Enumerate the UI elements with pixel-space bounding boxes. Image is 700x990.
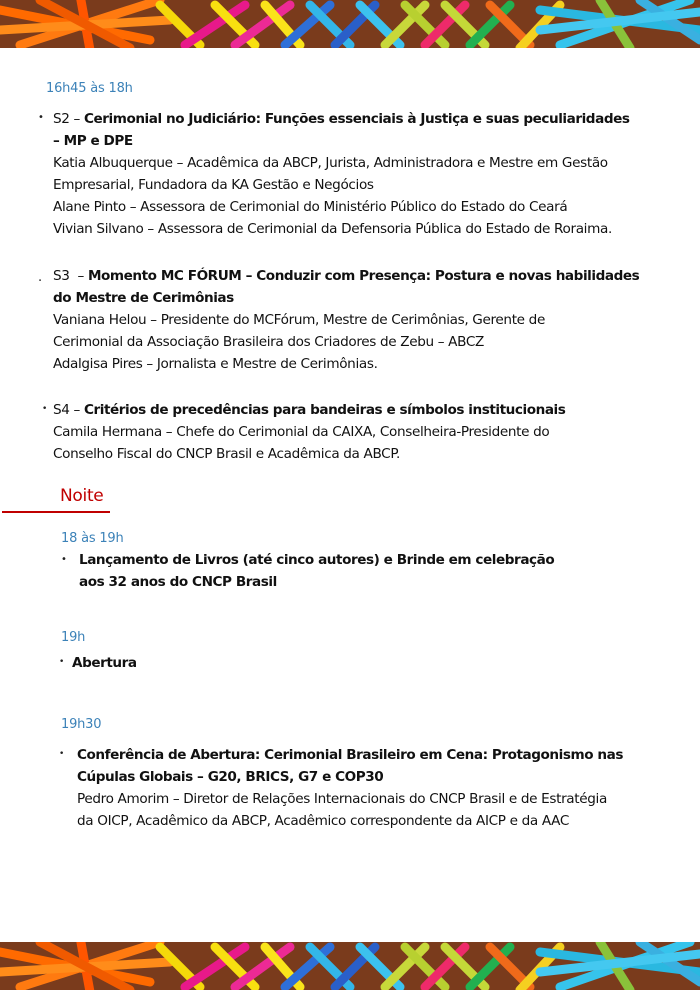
session-title: Cerimonial no Judiciário: Funções essenciais à Justiça e suas peculiaridades [83,111,630,127]
speaker-line: Conselho Fiscal do CNCP Brasil e Acadêmica da ABCP. [53,446,401,462]
speaker-line: da OICP, Acadêmico da ABCP, Acadêmico correspondente da AICP e da AAC [77,813,569,829]
session-time: 19h30 [61,717,102,732]
speaker-line: Pedro Amorim – Diretor de Relações Internacionais do CNCP Brasil e de Estratégia [77,791,607,807]
speaker-line: Empresarial, Fundadora da KA Gestão e Negócios [53,177,374,193]
event-title: Abertura [72,655,137,671]
yarn-pattern-top [0,0,700,48]
book-launch-item [79,549,679,593]
decorative-yarn-banner-top [0,0,700,48]
section-heading-night: Noite [60,486,104,506]
session-time: 19h [61,630,86,645]
session-title-cont: do Mestre de Cerimônias [53,290,234,306]
bullet-icon: • [59,749,65,759]
speaker-line: Vaniana Helou – Presidente do MCFórum, Mestre de Cerimônias, Gerente de [53,312,545,328]
speaker-line: Vivian Silvano – Assessora de Cerimonial da Defensoria Pública do Estado de Roraima. [53,221,612,237]
session-s3-title-line1: S3 – Momento MC FÓRUM – Conduzir com Presença: Postura e novas habilidades [53,268,640,284]
bullet-icon: . [38,270,43,285]
session-title: Momento MC FÓRUM – Conduzir com Presença: Postura e novas habilidades [87,268,640,284]
session-code: S3 [53,268,70,284]
session-time: 16h45 às 18h [46,81,133,96]
bullet-icon: • [42,404,48,414]
session-code: S2 [53,111,70,127]
opening-item [72,652,472,674]
decorative-yarn-banner-bottom [0,942,700,990]
session-s3-text [53,265,693,375]
bullet-icon: • [61,554,67,565]
session-code: S4 [53,402,70,418]
bullet-icon: • [38,112,44,123]
speaker-line: Katia Albuquerque – Acadêmica da ABCP, Jurista, Administradora e Mestre em Gestão [53,155,608,171]
event-title: Conferência de Abertura: Cerimonial Brasileiro em Cena: Protagonismo nas [77,747,623,763]
session-title-cont: – MP e DPE [53,133,133,149]
opening-conference-item [77,744,697,832]
speaker-line: Adalgisa Pires – Jornalista e Mestre de Cerimônias. [53,356,378,372]
bullet-icon: • [59,657,65,667]
event-title-cont: Cúpulas Globais – G20, BRICS, G7 e COP30 [77,769,384,785]
yarn-pattern-bottom [0,942,700,990]
session-s4-title-line1: S4 – Critérios de precedências para bandeiras e símbolos institucionais [53,402,566,418]
event-title-cont: aos 32 anos do CNCP Brasil [79,574,277,590]
session-s2-title-line1: S2 – Cerimonial no Judiciário: Funções essenciais à Justiça e suas peculiaridades [53,111,630,127]
section-heading-underline [2,511,110,513]
speaker-line: Camila Hermana – Chefe do Cerimonial da CAIXA, Conselheira-Presidente do [53,424,550,440]
speaker-line: Alane Pinto – Assessora de Cerimonial do Ministério Público do Estado do Ceará [53,199,568,215]
session-s4-text [53,399,693,465]
session-title: Critérios de precedências para bandeiras e símbolos institucionais [83,402,566,418]
session-time: 18 às 19h [61,531,124,546]
speaker-line: Cerimonial da Associação Brasileira dos Criadores de Zebu – ABCZ [53,334,484,350]
session-s2-text [53,108,693,240]
event-title: Lançamento de Livros (até cinco autores) e Brinde em celebração [79,552,555,568]
